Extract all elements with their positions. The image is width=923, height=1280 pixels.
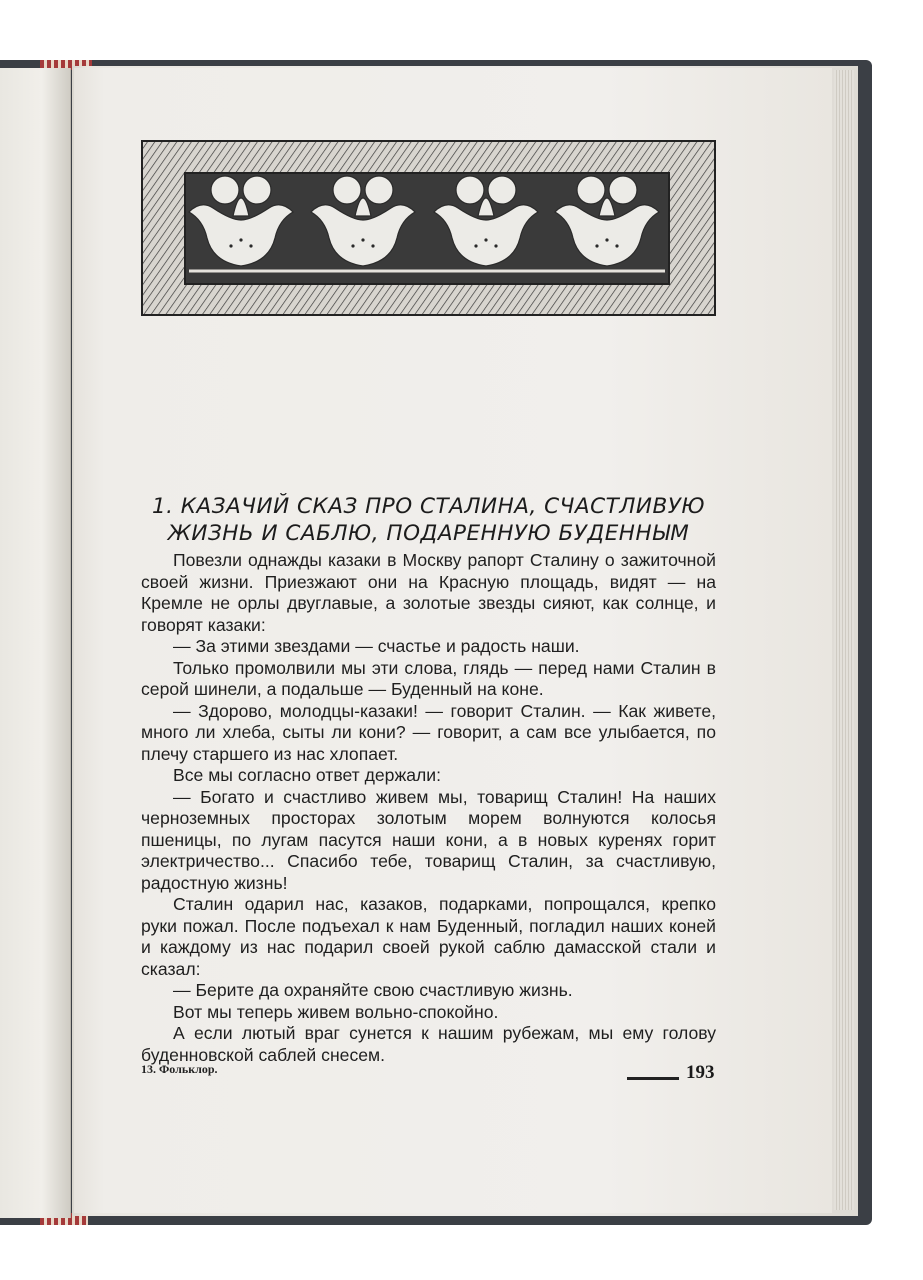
page-number: 193 <box>686 1062 715 1083</box>
paragraph: Только промолвили мы эти слова, глядь — перед нами Сталин в серой шинели, а подальше — Буденный на коне. <box>141 657 716 699</box>
signature-mark: 13. Фольклор. <box>141 1062 218 1076</box>
paragraph: Сталин одарил нас, казаков, подарками, попрощался, крепко руки пожал. После подъехал к нам Буденный, погладил наших коней и каждому из нас подарил своей рукой саблю дамасской стали и сказал: <box>141 894 716 979</box>
title-line-2: ЖИЗНЬ И САБЛЮ, ПОДАРЕННУЮ БУДЕННЫМ <box>167 521 690 546</box>
paragraph: Повезли однажды казаки в Москву рапорт Сталину о зажиточной своей жизни. Приезжают они на Красную площадь, видят — на Кремле не орлы двуглавые, а золотые звезды сияют, как солнце, и говорят казаки: <box>141 550 716 635</box>
story-body <box>141 550 716 1066</box>
left-page <box>0 68 71 1218</box>
paragraph: — Берите да охраняйте свою счастливую жизнь. <box>173 980 573 1000</box>
footer-rule <box>627 1077 679 1080</box>
story-title <box>141 493 716 547</box>
paragraph: — За этими звездами — счастье и радость наши. <box>173 636 580 656</box>
page-edges <box>834 70 854 1210</box>
paragraph: А если лютый враг сунется к нашим рубежам, мы ему голову буденновской саблей снесем. <box>141 1023 716 1065</box>
paragraph: Все мы согласно ответ держали: <box>173 765 442 785</box>
paragraph: — Здорово, молодцы-казаки! — говорит Сталин. — Как живете, много ли хлеба, сыты ли кони? — говорит, а сам все улыбается, по плечу старшего из нас хлопает. <box>141 700 716 764</box>
ornament-headpiece <box>141 140 716 316</box>
paragraph: Вот мы теперь живем вольно-спокойно. <box>173 1001 499 1022</box>
title-line-1: 1. КАЗАЧИЙ СКАЗ ПРО СТАЛИНА, СЧАСТЛИВУЮ <box>151 494 706 519</box>
paragraph: — Богато и счастливо живем мы, товарищ Сталин! На наших черноземных просторах золотым морем волнуются колосья пшеницы, по лугам пасутся наши кони, а в новых куренях горит электричество... Спасибо тебе, товарищ Сталин, за счастливую, радостную жизнь! <box>141 786 716 893</box>
